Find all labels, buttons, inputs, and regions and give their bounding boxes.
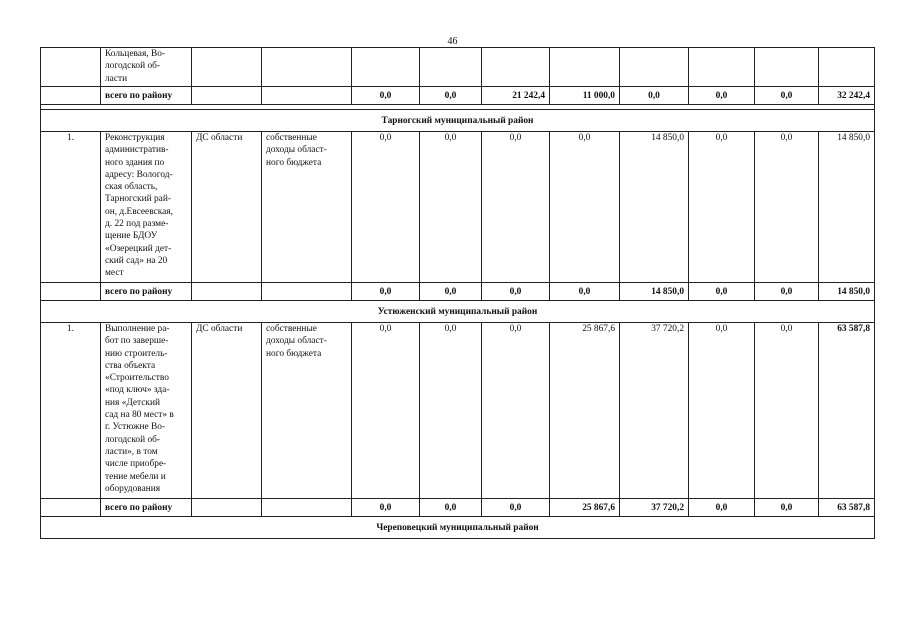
object-name-cell bbox=[101, 132, 192, 283]
source-line: доходы област- bbox=[266, 145, 327, 156]
object-line: г. Устюжне Во- bbox=[105, 422, 166, 433]
source-line: доходы област- bbox=[266, 336, 327, 347]
district-title: Тарногский муниципальный район bbox=[41, 110, 875, 132]
source-line: ного бюджета bbox=[266, 348, 322, 359]
table-row-total bbox=[41, 87, 875, 105]
value-cell: 0,0 bbox=[482, 323, 550, 499]
customer-cell bbox=[192, 48, 262, 87]
value-cell: 37 720,2 bbox=[620, 499, 689, 517]
value-cell: 0,0 bbox=[352, 132, 420, 283]
object-line: логодской об- bbox=[105, 61, 161, 72]
total-label: всего по району bbox=[101, 499, 192, 517]
value-cell: 63 587,8 bbox=[819, 499, 875, 517]
value-cell: 11 000,0 bbox=[550, 87, 620, 105]
index-cell bbox=[41, 283, 101, 301]
customer-cell bbox=[192, 283, 262, 301]
table-row-total bbox=[41, 283, 875, 301]
object-line: ния «Детский bbox=[105, 397, 161, 408]
value-cell: 14 850,0 bbox=[819, 283, 875, 301]
budget-table bbox=[40, 47, 875, 539]
object-line: логодской об- bbox=[105, 434, 161, 445]
object-line: ласти bbox=[105, 73, 128, 84]
object-line: Тарногский рай- bbox=[105, 194, 171, 205]
value-cell: 0,0 bbox=[352, 87, 420, 105]
value-cell bbox=[620, 48, 689, 87]
value-cell bbox=[482, 48, 550, 87]
value-cell: 25 867,6 bbox=[550, 499, 620, 517]
index-cell bbox=[41, 499, 101, 517]
object-line: ский сад» на 20 bbox=[105, 255, 168, 266]
value-cell: 14 850,0 bbox=[620, 283, 689, 301]
value-cell: 0,0 bbox=[689, 499, 755, 517]
table-row-item bbox=[41, 323, 875, 499]
value-cell bbox=[755, 48, 819, 87]
value-cell: 0,0 bbox=[755, 499, 819, 517]
value-cell bbox=[352, 48, 420, 87]
source-line: ного бюджета bbox=[266, 157, 322, 168]
value-cell: 32 242,4 bbox=[819, 87, 875, 105]
object-line: ласти», в том bbox=[105, 446, 158, 457]
value-cell: 0,0 bbox=[689, 283, 755, 301]
value-cell bbox=[689, 48, 755, 87]
value-cell: 0,0 bbox=[550, 283, 620, 301]
object-line: оборудования bbox=[105, 483, 161, 494]
value-cell bbox=[550, 48, 620, 87]
object-line: тение мебели и bbox=[105, 471, 166, 482]
table-row-district bbox=[41, 517, 875, 539]
value-cell: 0,0 bbox=[482, 132, 550, 283]
value-cell: 0,0 bbox=[620, 87, 689, 105]
source-cell bbox=[262, 499, 352, 517]
value-cell: 0,0 bbox=[420, 283, 482, 301]
value-cell: 25 867,6 bbox=[550, 323, 620, 499]
index-cell bbox=[41, 87, 101, 105]
value-cell: 0,0 bbox=[755, 323, 819, 499]
value-cell: 0,0 bbox=[352, 499, 420, 517]
value-cell: 14 850,0 bbox=[819, 132, 875, 283]
object-line: ская область, bbox=[105, 182, 158, 193]
object-line: «Строительство bbox=[105, 373, 169, 384]
total-label: всего по району bbox=[101, 87, 192, 105]
value-cell: 37 720,2 bbox=[620, 323, 689, 499]
object-line: сад на 80 мест» в bbox=[105, 410, 174, 421]
value-cell: 0,0 bbox=[420, 87, 482, 105]
value-cell bbox=[819, 48, 875, 87]
value-cell: 0,0 bbox=[689, 132, 755, 283]
table-row-total bbox=[41, 499, 875, 517]
value-cell: 0,0 bbox=[482, 499, 550, 517]
object-line: Выполнение ра- bbox=[105, 324, 170, 334]
value-cell: 0,0 bbox=[420, 323, 482, 499]
value-cell: 0,0 bbox=[352, 323, 420, 499]
customer-cell bbox=[192, 499, 262, 517]
object-line: бот по заверше- bbox=[105, 336, 169, 347]
object-name-cell bbox=[101, 323, 192, 499]
object-line: числе приобре- bbox=[105, 459, 167, 470]
value-cell: 0,0 bbox=[755, 283, 819, 301]
source-cell bbox=[262, 87, 352, 105]
table-row-fragment bbox=[41, 48, 875, 87]
object-line: мест bbox=[105, 268, 124, 279]
customer-cell: ДС области bbox=[192, 132, 262, 283]
total-label: всего по району bbox=[101, 283, 192, 301]
customer-cell: ДС области bbox=[192, 323, 262, 499]
source-cell bbox=[262, 48, 352, 87]
object-line: нию строитель- bbox=[105, 348, 168, 359]
value-cell: 0,0 bbox=[352, 283, 420, 301]
table-row-item bbox=[41, 132, 875, 283]
object-line: административ- bbox=[105, 145, 169, 156]
object-line: он, д.Евсеевская, bbox=[105, 206, 173, 217]
object-name-cell bbox=[101, 48, 192, 87]
index-cell bbox=[41, 48, 101, 87]
table-row-district bbox=[41, 301, 875, 323]
customer-cell bbox=[192, 87, 262, 105]
source-cell bbox=[262, 283, 352, 301]
value-cell: 0,0 bbox=[482, 283, 550, 301]
value-cell: 14 850,0 bbox=[620, 132, 689, 283]
value-cell: 0,0 bbox=[689, 87, 755, 105]
object-line: «Озерецкий дет- bbox=[105, 243, 172, 254]
page-number: 46 bbox=[447, 36, 458, 47]
value-cell bbox=[420, 48, 482, 87]
object-line: адресу: Вологод- bbox=[105, 169, 173, 180]
table-row-district bbox=[41, 110, 875, 132]
value-cell: 21 242,4 bbox=[482, 87, 550, 105]
value-cell: 0,0 bbox=[420, 132, 482, 283]
value-cell: 0,0 bbox=[550, 132, 620, 283]
value-cell: 0,0 bbox=[755, 132, 819, 283]
source-cell bbox=[262, 132, 352, 283]
source-line: собственные bbox=[266, 324, 317, 334]
source-line: собственные bbox=[266, 133, 317, 143]
object-line: ства объекта bbox=[105, 360, 156, 371]
object-line: «под ключ» зда- bbox=[105, 385, 170, 396]
value-cell: 0,0 bbox=[755, 87, 819, 105]
object-line: Кольцевая, Во- bbox=[105, 49, 166, 59]
district-title: Череповецкий муниципальный район bbox=[41, 517, 875, 539]
value-cell: 0,0 bbox=[689, 323, 755, 499]
object-line: ного здания по bbox=[105, 157, 165, 168]
source-cell bbox=[262, 323, 352, 499]
value-cell: 63 587,8 bbox=[819, 323, 875, 499]
object-line: щение БДОУ bbox=[105, 231, 158, 242]
district-title: Устюженский муниципальный район bbox=[41, 301, 875, 323]
index-cell: 1. bbox=[41, 323, 101, 499]
object-line: Реконструкция bbox=[105, 133, 165, 143]
object-line: д. 22 под разме- bbox=[105, 219, 169, 230]
value-cell: 0,0 bbox=[420, 499, 482, 517]
index-cell: 1. bbox=[41, 132, 101, 283]
